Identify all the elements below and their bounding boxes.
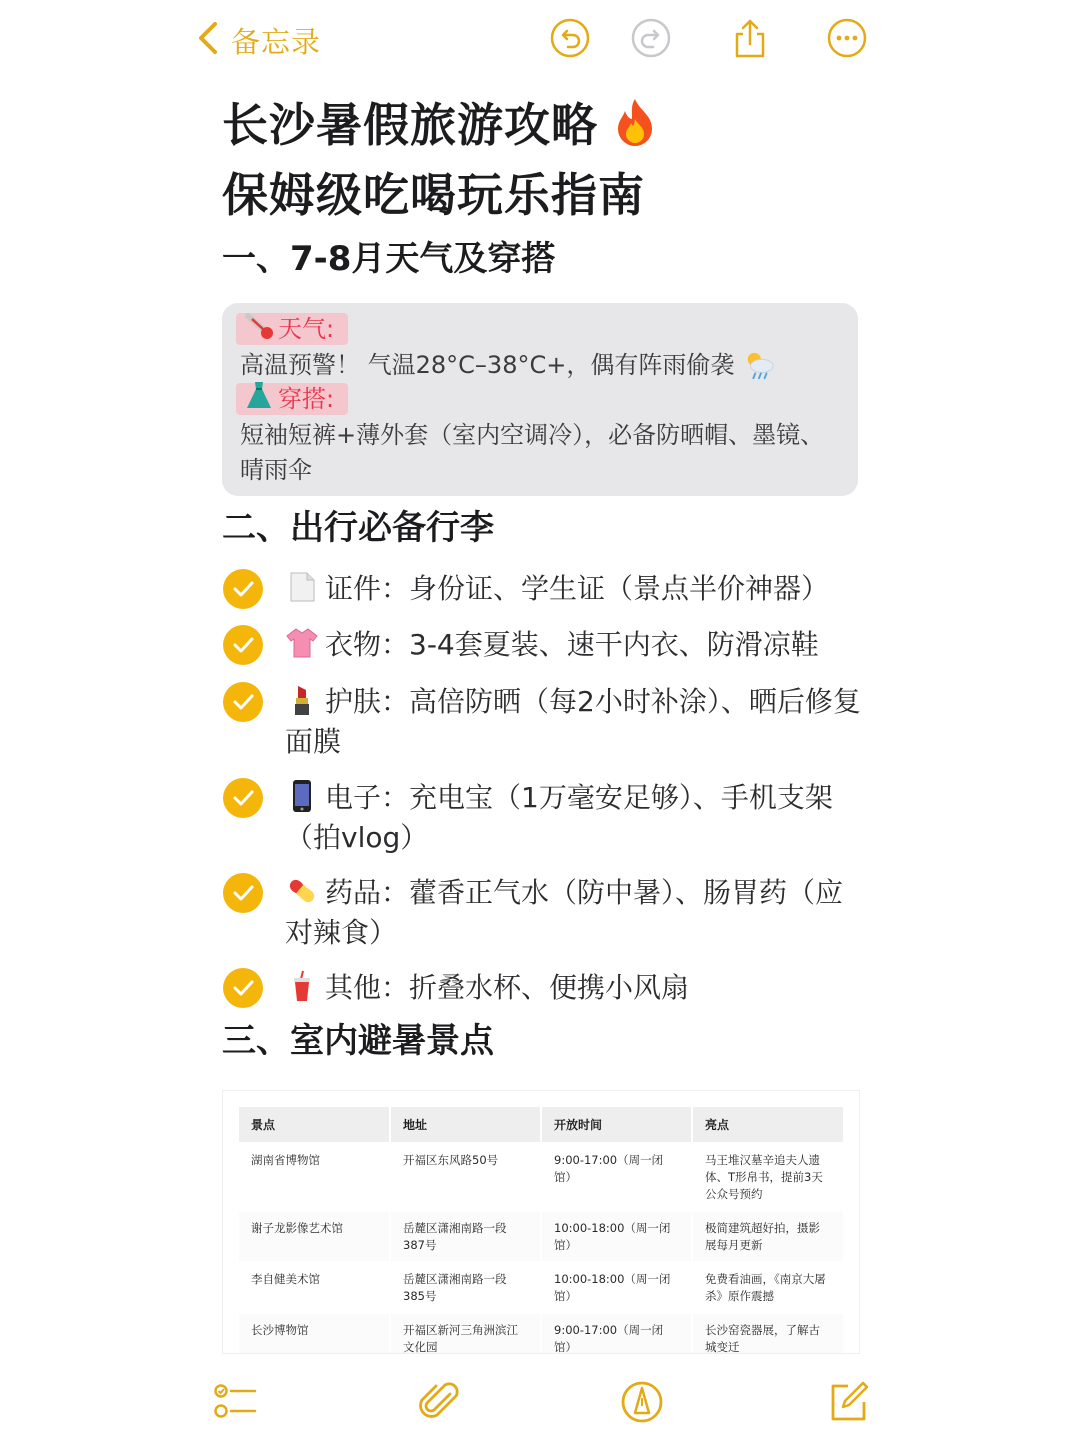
checklist-item[interactable] — [285, 873, 865, 953]
section-heading-packing[interactable]: 二、出行必备行李 — [222, 508, 494, 548]
compose-button[interactable] — [826, 1380, 870, 1424]
section-heading-attractions[interactable]: 三、室内避暑景点 — [222, 1021, 494, 1061]
more-button[interactable] — [827, 18, 867, 58]
checklist-text: 证件：身份证、学生证（景点半价神器） — [325, 572, 830, 605]
checklist-item[interactable] — [285, 625, 865, 665]
table-cell: 10:00-18:00（周一闭馆） — [541, 1211, 692, 1262]
table-cell: 10:00-18:00（周一闭馆） — [541, 1262, 692, 1313]
table-row — [239, 1262, 843, 1313]
checkbox-checked[interactable] — [223, 968, 263, 1008]
share-icon — [730, 43, 770, 62]
attachment-button[interactable] — [418, 1380, 462, 1424]
compose-icon — [826, 1409, 870, 1428]
navigation-bar — [0, 0, 1080, 80]
table-cell: 谢子龙影像艺术馆 — [239, 1211, 390, 1262]
weather-label: 天气: — [278, 315, 335, 343]
checkbox-checked[interactable] — [223, 873, 263, 913]
weather-text — [240, 348, 840, 383]
table-cell: 湖南省博物馆 — [239, 1143, 390, 1211]
markup-button[interactable] — [620, 1380, 664, 1424]
table-row — [239, 1143, 843, 1211]
outfit-label: 穿搭: — [278, 385, 335, 413]
table-header: 景点 — [239, 1107, 390, 1143]
markup-icon — [620, 1409, 664, 1428]
attachment-icon — [418, 1409, 462, 1428]
table-cell: 9:00-17:00（周一闭馆） — [541, 1143, 692, 1211]
bottom-toolbar — [0, 1360, 1080, 1439]
checkbox-checked[interactable] — [223, 778, 263, 818]
table-cell: 李自健美术馆 — [239, 1262, 390, 1313]
table-cell: 9:00-17:00（周一闭馆） — [541, 1313, 692, 1354]
note-title-line2[interactable]: 保姆级吃喝玩乐指南 — [222, 168, 645, 222]
cup-icon — [285, 969, 319, 1003]
table-row — [239, 1211, 843, 1262]
table-cell: 长沙博物馆 — [239, 1313, 390, 1354]
table-cell: 开福区新河三角洲滨江文化园 — [390, 1313, 541, 1354]
sun-rain-cloud-icon — [742, 351, 776, 379]
more-icon — [827, 43, 867, 62]
checklist-text: 药品：藿香正气水（防中暑）、肠胃药（应对辣食） — [285, 876, 844, 949]
table-cell: 马王堆汉墓辛追夫人遗体、T形帛书，提前3天公众号预约 — [692, 1143, 843, 1211]
weather-description: 高温预警！ 气温28°C–38°C+，偶有阵雨偷袭 — [240, 351, 735, 379]
table-cell: 开福区东风路50号 — [390, 1143, 541, 1211]
attractions-table — [239, 1107, 843, 1354]
pill-icon — [285, 874, 319, 908]
phone-icon — [285, 779, 319, 813]
checkbox-checked[interactable] — [223, 625, 263, 665]
checklist-text: 其他：折叠水杯、便携小风扇 — [325, 971, 690, 1004]
table-cell: 岳麓区潇湘南路一段385号 — [390, 1262, 541, 1313]
checkbox-checked[interactable] — [223, 569, 263, 609]
checklist-item[interactable] — [285, 968, 865, 1008]
weather-block[interactable] — [222, 303, 858, 496]
table-header-row — [239, 1107, 843, 1143]
checklist-item[interactable] — [285, 778, 865, 858]
table-cell: 长沙窑瓷器展，了解古城变迁 — [692, 1313, 843, 1354]
dress-icon — [242, 380, 278, 418]
outfit-text: 短袖短裤+薄外套（室内空调冷），必备防晒帽、墨镜、晴雨伞 — [240, 421, 825, 484]
section-heading-weather[interactable]: 一、7-8月天气及穿搭 — [222, 239, 556, 279]
fire-icon — [612, 97, 658, 147]
share-button[interactable] — [730, 18, 770, 58]
title-text: 长沙暑假旅游攻略 — [222, 98, 598, 152]
checklist-button[interactable] — [213, 1380, 257, 1424]
back-button[interactable] — [193, 18, 321, 62]
table-header: 亮点 — [692, 1107, 843, 1143]
weather-tag — [236, 313, 348, 345]
undo-button[interactable] — [550, 18, 590, 58]
checklist-text: 护肤：高倍防晒（每2小时补涂）、晒后修复面膜 — [285, 685, 861, 758]
undo-icon — [550, 43, 590, 62]
redo-icon — [631, 43, 671, 62]
back-label: 备忘录 — [231, 24, 322, 59]
checklist-item[interactable] — [285, 569, 865, 609]
table-header: 开放时间 — [541, 1107, 692, 1143]
note-title-line1[interactable] — [222, 96, 658, 154]
document-icon — [285, 570, 319, 604]
attractions-table-card[interactable] — [222, 1090, 860, 1354]
outfit-tag — [236, 383, 348, 415]
table-cell: 岳麓区潇湘南路一段387号 — [390, 1211, 541, 1262]
redo-button[interactable] — [631, 18, 671, 58]
table-cell: 免费看油画，《南京大屠杀》原作震撼 — [692, 1262, 843, 1313]
checklist-icon — [213, 1409, 257, 1428]
checklist-item[interactable] — [285, 682, 865, 762]
table-header: 地址 — [390, 1107, 541, 1143]
shirt-icon — [285, 626, 319, 660]
checklist-text: 衣物：3-4套夏装、速干内衣、防滑凉鞋 — [325, 628, 819, 661]
table-row — [239, 1313, 843, 1354]
thermometer-icon — [242, 310, 278, 348]
chevron-left-icon — [193, 18, 223, 62]
lipstick-icon — [285, 683, 319, 717]
checkbox-checked[interactable] — [223, 682, 263, 722]
checklist-text: 电子：充电宝（1万毫安足够）、手机支架（拍vlog） — [285, 781, 833, 854]
table-cell: 极简建筑超好拍，摄影展每月更新 — [692, 1211, 843, 1262]
